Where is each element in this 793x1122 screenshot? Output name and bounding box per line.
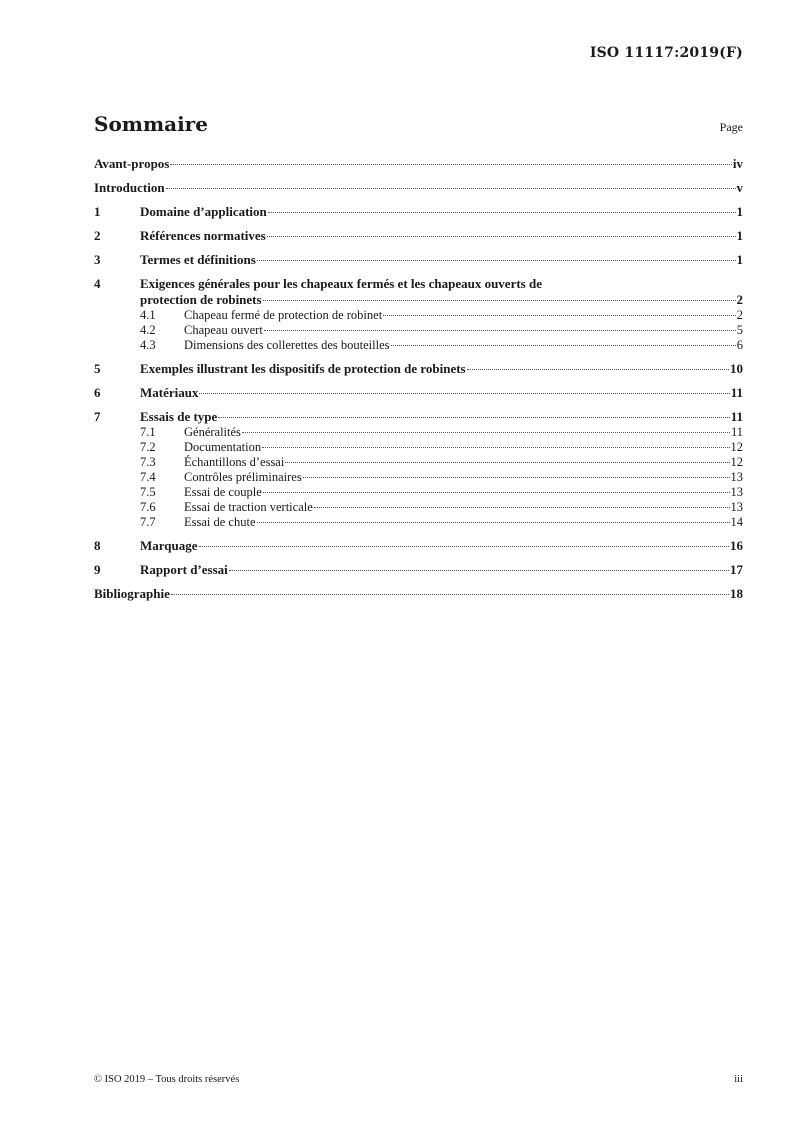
toc-entry-page: 16 [730, 538, 743, 553]
toc-entry-7-1[interactable] [94, 425, 743, 440]
toc-leader [170, 164, 732, 165]
toc-subentry-number: 7.2 [140, 440, 156, 454]
toc-entry-number: 7 [94, 409, 101, 424]
toc-entry-text-line1: Exigences générales pour les chapeaux fermés et les chapeaux ouverts de [140, 276, 542, 291]
toc-subentry-text: Essai de couple [184, 485, 262, 499]
toc-leader [263, 300, 736, 301]
toc-subentry-page: 13 [730, 485, 743, 499]
toc-entry-page: 1 [736, 252, 743, 267]
toc-entry-9[interactable] [94, 562, 743, 578]
toc-subentry-number: 7.6 [140, 500, 156, 514]
toc-entry-number: 3 [94, 252, 101, 267]
toc-subentry-text: Essai de traction verticale [184, 500, 313, 514]
toc-entry-4-3[interactable] [94, 338, 743, 353]
toc-entry-page: 1 [736, 204, 743, 219]
toc-entry-text: Domaine d’application [140, 204, 267, 219]
toc-subentry-number: 7.7 [140, 515, 156, 529]
toc-entry-page: 17 [730, 562, 743, 577]
toc-entry-1[interactable] [94, 204, 743, 220]
toc-entry-foreword[interactable] [94, 156, 743, 172]
toc-entry-number: 8 [94, 538, 101, 553]
toc-subentry-page: 2 [736, 308, 743, 322]
toc-entry-text: Bibliographie [94, 586, 170, 601]
toc-leader [257, 522, 730, 523]
toc-entry-number: 4 [94, 276, 101, 291]
toc-leader [171, 594, 729, 595]
toc-entry-6[interactable] [94, 385, 743, 401]
toc-leader [242, 432, 730, 433]
toc-entry-5[interactable] [94, 361, 743, 377]
toc-subentry-page: 13 [730, 470, 743, 484]
toc-subentry-number: 4.2 [140, 323, 156, 337]
toc-entry-number: 2 [94, 228, 101, 243]
toc-leader [218, 417, 729, 418]
toc-entry-text: Marquage [140, 538, 198, 553]
toc-entry-text: Avant-propos [94, 156, 170, 171]
toc-entry-text: Exemples illustrant les dispositifs de protection de robinets [140, 361, 466, 376]
toc-subentry-number: 7.4 [140, 470, 156, 484]
toc-entry-page: 18 [730, 586, 743, 601]
document-id: ISO 11117:2019(F) [589, 45, 743, 61]
toc-entry-7-4[interactable] [94, 470, 743, 485]
toc-subentry-page: 13 [730, 500, 743, 514]
toc-leader [257, 260, 736, 261]
toc-entry-text-line2: protection de robinets [140, 292, 262, 307]
footer-page-number: iii [734, 1074, 743, 1085]
toc-leader [264, 330, 736, 331]
toc-subentry-page: 12 [730, 455, 743, 469]
toc-subentry-page: 5 [736, 323, 743, 337]
toc-subentry-text: Essai de chute [184, 515, 256, 529]
toc-entry-7-7[interactable] [94, 515, 743, 530]
toc-entry-number: 5 [94, 361, 101, 376]
toc-leader [383, 315, 736, 316]
toc-entry-page: iv [732, 156, 743, 171]
toc-entry-text: Matériaux [140, 385, 199, 400]
toc-subentry-text: Chapeau fermé de protection de robinet [184, 308, 383, 322]
toc-leader [467, 369, 729, 370]
toc-subentry-page: 6 [736, 338, 743, 352]
toc-subentry-page: 11 [730, 425, 743, 439]
toc-leader [166, 188, 736, 189]
toc-leader [285, 462, 729, 463]
toc-subentry-text: Chapeau ouvert [184, 323, 263, 337]
toc-subentry-text: Contrôles préliminaires [184, 470, 302, 484]
toc-leader [303, 477, 730, 478]
toc-page-column-label: Page [719, 120, 743, 134]
toc-entry-text: Rapport d’essai [140, 562, 228, 577]
toc-subentry-number: 4.1 [140, 308, 156, 322]
toc-entry-bibliography[interactable] [94, 586, 743, 602]
toc-leader [314, 507, 730, 508]
toc-subentry-page: 12 [730, 440, 743, 454]
toc-entry-page: 1 [736, 228, 743, 243]
toc-entry-7-3[interactable] [94, 455, 743, 470]
toc-leader [391, 345, 736, 346]
toc-entry-4-2[interactable] [94, 323, 743, 338]
toc-entry-text: Termes et définitions [140, 252, 256, 267]
toc-entry-page: 2 [736, 292, 743, 307]
toc-entry-text: Essais de type [140, 409, 218, 424]
toc-subentry-page: 14 [730, 515, 743, 529]
toc-subentry-number: 4.3 [140, 338, 156, 352]
toc-entry-page: 10 [730, 361, 743, 376]
toc-entry-number: 9 [94, 562, 101, 577]
toc-entry-number: 6 [94, 385, 101, 400]
toc-entry-7[interactable] [94, 409, 743, 425]
toc-leader [229, 570, 729, 571]
toc-entry-text: Introduction [94, 180, 165, 195]
toc-subentry-text: Documentation [184, 440, 262, 454]
toc-entry-3[interactable] [94, 252, 743, 268]
toc-entry-2[interactable] [94, 228, 743, 244]
toc-subentry-number: 7.5 [140, 485, 156, 499]
toc-subentry-number: 7.1 [140, 425, 156, 439]
toc-entry-7-2[interactable] [94, 440, 743, 455]
toc-entry-text: Références normatives [140, 228, 266, 243]
toc-entry-7-5[interactable] [94, 485, 743, 500]
toc-entry-page: 11 [730, 409, 743, 424]
toc-leader [199, 393, 729, 394]
toc-subentry-text: Échantillons d’essai [184, 455, 285, 469]
footer-copyright: © ISO 2019 – Tous droits réservés [94, 1074, 240, 1085]
toc-entry-4-1[interactable] [94, 308, 743, 323]
toc-leader [262, 447, 729, 448]
toc-entry-introduction[interactable] [94, 180, 743, 196]
toc-entry-page: v [736, 180, 743, 195]
toc-leader [199, 546, 729, 547]
toc-title: Sommaire [94, 112, 208, 136]
toc-subentry-text: Généralités [184, 425, 241, 439]
toc-leader [263, 492, 730, 493]
toc-title-row [94, 112, 743, 140]
toc-entry-7-6[interactable] [94, 500, 743, 515]
toc-entry-4[interactable] [94, 276, 743, 308]
toc-subentry-number: 7.3 [140, 455, 156, 469]
toc-entry-page: 11 [730, 385, 743, 400]
toc-entry-number: 1 [94, 204, 101, 219]
toc-leader [268, 212, 736, 213]
toc-subentry-text: Dimensions des collerettes des bouteilles [184, 338, 390, 352]
table-of-contents [94, 156, 743, 602]
toc-entry-8[interactable] [94, 538, 743, 554]
toc-leader [267, 236, 736, 237]
